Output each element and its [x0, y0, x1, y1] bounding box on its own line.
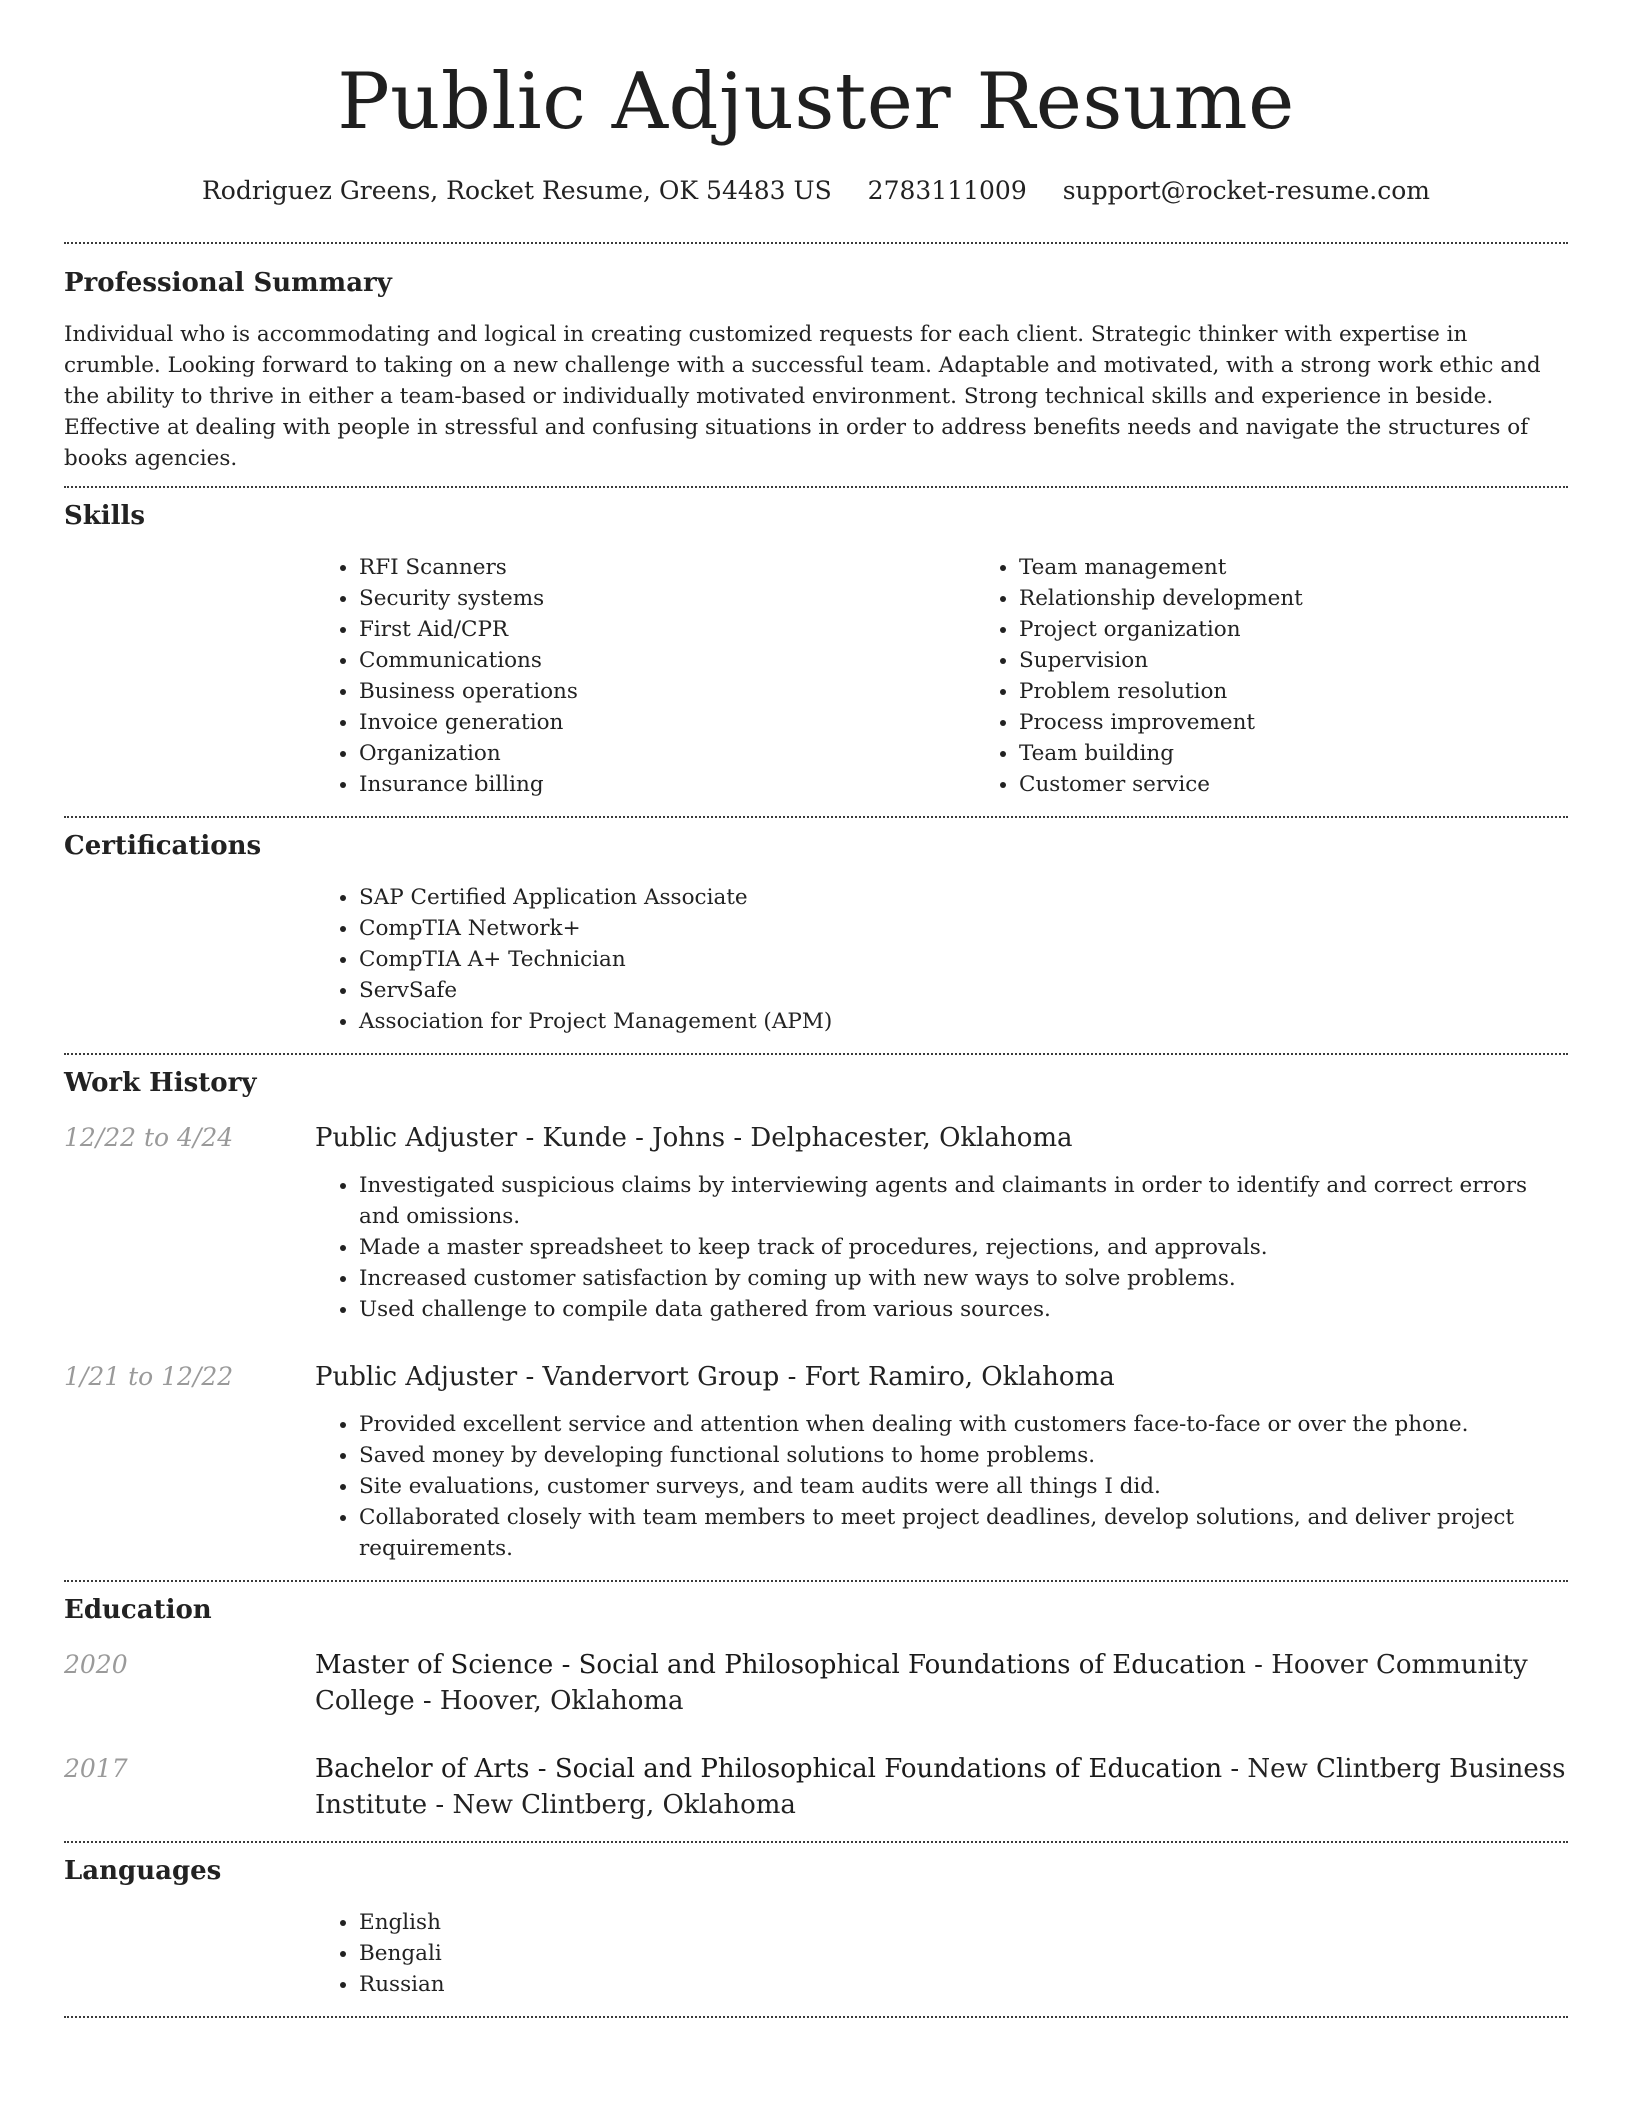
education-degree: Bachelor of Arts - Social and Philosophical Foundations of Education [315, 1754, 1223, 1784]
skills-list-right [975, 552, 1632, 800]
work-date: 1/21 to 12/22 [64, 1362, 234, 1391]
list-item: • Problem resolution [1019, 676, 1632, 707]
list-item: • Investigated suspicious claims by interviewing agents and claimants in order to identify and correct errors and omissions. [359, 1170, 1568, 1232]
certifications-section [64, 818, 1568, 1037]
languages-section [64, 1843, 1568, 2000]
work-bullets [315, 1170, 1568, 1325]
list-item: • Invoice generation [359, 707, 975, 738]
list-item: • Team building [1019, 738, 1632, 769]
list-item: • First Aid/CPR [359, 614, 975, 645]
work-heading: Public Adjuster - Vandervort Group - Fort Ramiro, Oklahoma [315, 1362, 1115, 1392]
list-item: • RFI Scanners [359, 552, 975, 583]
section-title-certifications: Certifications [64, 831, 262, 861]
work-entry [64, 1359, 1568, 1564]
list-item: • Security systems [359, 583, 975, 614]
certifications-block [315, 882, 1568, 1037]
list-item: • Communications [359, 645, 975, 676]
education-entry [64, 1751, 1568, 1823]
list-item: • Made a master spreadsheet to keep track of procedures, rejections, and approvals. [359, 1232, 1568, 1263]
education-heading [315, 1647, 1568, 1719]
education-school: - Hoover Community College - Hoover, Oklahoma [315, 1650, 1528, 1716]
skills-list-left [315, 552, 975, 800]
section-title-education: Education [64, 1595, 212, 1625]
list-item: • Insurance billing [359, 769, 975, 800]
summary-section [64, 244, 1568, 474]
work-body [315, 1120, 1568, 1325]
work-entry [64, 1120, 1568, 1325]
list-item: • Site evaluations, customer surveys, and team audits were all things I did. [359, 1471, 1568, 1502]
education-entry [64, 1647, 1568, 1719]
education-heading [315, 1751, 1568, 1823]
contact-address: Rodriguez Greens, Rocket Resume, OK 54483 US [201, 176, 832, 205]
languages-list [315, 1907, 1568, 2000]
work-section [64, 1055, 1568, 1564]
list-item: • Collaborated closely with team members to meet project deadlines, develop solutions, and deliver project requirements. [359, 1502, 1568, 1564]
list-item: • Project organization [1019, 614, 1632, 645]
list-item: • Customer service [1019, 769, 1632, 800]
list-item: • English [359, 1907, 1568, 1938]
list-item: • Process improvement [1019, 707, 1632, 738]
list-item: • Saved money by developing functional solutions to home problems. [359, 1440, 1568, 1471]
contact-phone: 2783111009 [867, 176, 1027, 205]
list-item: • Team management [1019, 552, 1632, 583]
education-section [64, 1582, 1568, 1823]
section-title-work: Work History [64, 1068, 257, 1098]
education-degree: Master of Science - Social and Philosophical Foundations of Education [315, 1650, 1246, 1680]
section-title-skills: Skills [64, 501, 146, 531]
list-item: • Provided excellent service and attention when dealing with customers face-to-face or over the phone. [359, 1409, 1568, 1440]
list-item: • Supervision [1019, 645, 1632, 676]
list-item: • Russian [359, 1969, 1568, 2000]
list-item: • Association for Project Management (APM) [359, 1006, 1568, 1037]
contact-email: support@rocket-resume.com [1062, 176, 1430, 205]
section-title-languages: Languages [64, 1856, 222, 1886]
contact-line [64, 174, 1568, 208]
page-title: Public Adjuster Resume [337, 57, 1295, 147]
section-title-summary: Professional Summary [64, 268, 392, 298]
work-bullets [315, 1409, 1568, 1564]
list-item: • Increased customer satisfaction by coming up with new ways to solve problems. [359, 1263, 1568, 1294]
languages-block [315, 1907, 1568, 2000]
list-item: • Bengali [359, 1938, 1568, 1969]
skills-section [64, 488, 1568, 800]
education-date: 2017 [64, 1754, 128, 1783]
skills-columns [315, 552, 1568, 800]
list-item: • ServSafe [359, 975, 1568, 1006]
list-item: • SAP Certified Application Associate [359, 882, 1568, 913]
summary-text: Individual who is accommodating and logical in creating customized requests for each client. Strategic thinker with expertise in crumble. Looking forward to taking on a new challenge with a successful team. Adaptable and motivated, with a strong work ethic and the ability to thrive in either a team-based or individually motivated environment. Strong technical skills and experience in beside. Effective at dealing with people in stressful and confusing situations in order to address benefits needs and navigate the structures of books agencies. [64, 322, 1541, 471]
work-date: 12/22 to 4/24 [64, 1123, 234, 1152]
list-item: • Organization [359, 738, 975, 769]
work-heading: Public Adjuster - Kunde - Johns - Delphacester, Oklahoma [315, 1123, 1073, 1153]
list-item: • Used challenge to compile data gathered from various sources. [359, 1294, 1568, 1325]
certifications-list [315, 882, 1568, 1037]
education-date: 2020 [64, 1650, 128, 1679]
divider [64, 2016, 1568, 2018]
education-school: - New Clintberg Business Institute - New Clintberg, Oklahoma [315, 1754, 1566, 1820]
work-body [315, 1359, 1568, 1564]
list-item: • Relationship development [1019, 583, 1632, 614]
list-item: • CompTIA A+ Technician [359, 944, 1568, 975]
list-item: • CompTIA Network+ [359, 913, 1568, 944]
list-item: • Business operations [359, 676, 975, 707]
